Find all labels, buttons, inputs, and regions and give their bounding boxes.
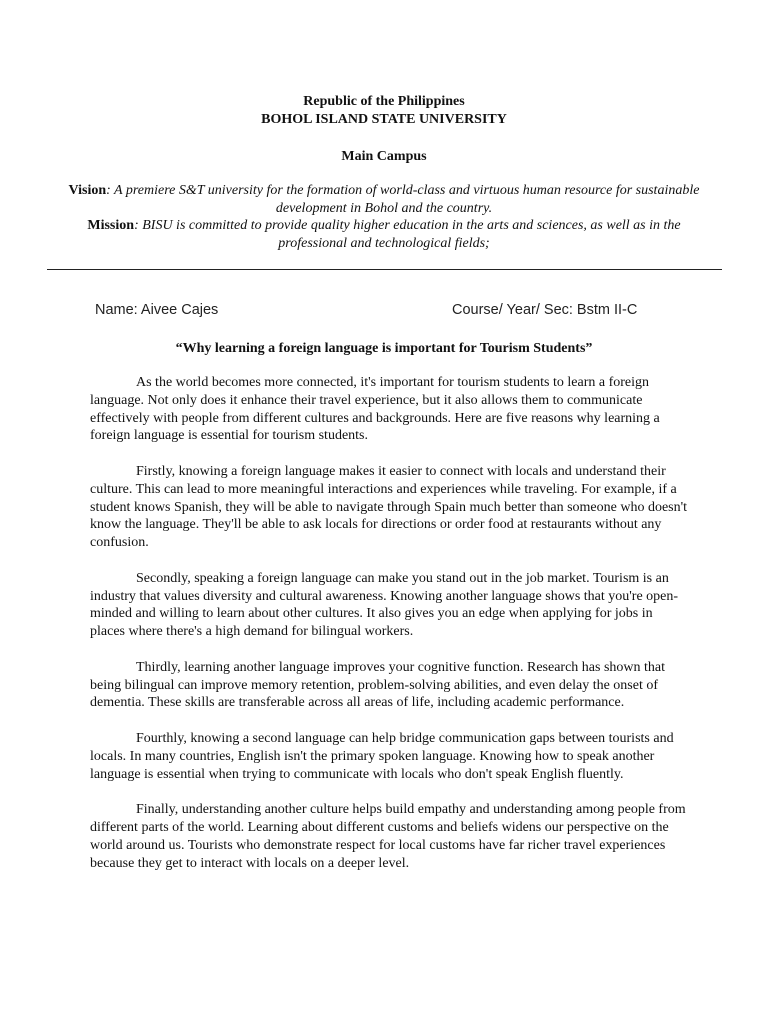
- essay-paragraph: Finally, understanding another culture helps build empathy and understanding among people from different parts of the world. Learning about different customs and beliefs widens our perspective on the world around us. Tourists who demonstrate respect for local customs have far richer travel experiences because they get to interact with locals on a deeper level.: [90, 802, 686, 871]
- essay-paragraph: As the world becomes more connected, it's important for tourism students to learn a foreign language. Not only does it enhance their travel experience, but it also allows them to communicate effectively with people from different cultures and backgrounds. Here are five reasons why learning a foreign language is essential for tourism students.: [90, 375, 660, 444]
- student-info-row: [95, 302, 695, 322]
- mission-text: : BISU is committed to provide quality higher education in the arts and sciences, as well as in the professional and technological fields;: [134, 218, 681, 251]
- essay-paragraph: Secondly, speaking a foreign language can make you stand out in the job market. Tourism is an industry that values diversity and cultural awareness. Knowing another language shows that you're open-minded and willing to learn about other cultures. It also gives you an edge when applying for jobs in places where there's a high demand for bilingual workers.: [90, 570, 679, 640]
- essay-paragraph: Fourthly, knowing a second language can help bridge communication gaps between tourists and locals. In many countries, English isn't the primary spoken language. Knowing how to speak another language is essential when trying to communicate with locals who don't speak English fluently.: [90, 730, 674, 782]
- essay-body: [90, 374, 690, 890]
- campus-heading: Main Campus: [341, 149, 427, 164]
- vision-text: : A premiere S&T university for the formation of world-class and virtuous human resource for sustainable development in Bohol and the country.: [106, 183, 700, 216]
- document-header: [60, 93, 708, 164]
- essay-paragraph: Firstly, knowing a foreign language makes it easier to connect with locals and understand their culture. This can lead to more meaningful interactions and experiences while traveling. For example, if a student knows Spanish, they will be able to navigate through Spain much better than someone who doesn't know the language. They'll be able to ask locals for directions or order food at restaurants without any confusion.: [90, 463, 688, 551]
- vision-mission-block: [60, 182, 708, 252]
- student-course: Course/ Year/ Sec: Bstm II-C: [452, 302, 638, 318]
- vision-label: Vision: [68, 183, 107, 198]
- vision-statement: [60, 182, 708, 217]
- essay-title: “Why learning a foreign language is important for Tourism Students”: [175, 341, 593, 356]
- mission-label: Mission: [87, 218, 135, 233]
- mission-statement: [60, 217, 708, 252]
- university-heading: BOHOL ISLAND STATE UNIVERSITY: [261, 112, 507, 127]
- essay-paragraph: Thirdly, learning another language improves your cognitive function. Research has shown that being bilingual can improve memory retention, problem-solving abilities, and even delay the onset of dementia. These skills are transferable across all areas of life, including academic performance.: [90, 659, 665, 711]
- header-divider: [47, 269, 722, 270]
- republic-heading: Republic of the Philippines: [303, 94, 465, 109]
- student-name: Name: Aivee Cajes: [95, 302, 219, 318]
